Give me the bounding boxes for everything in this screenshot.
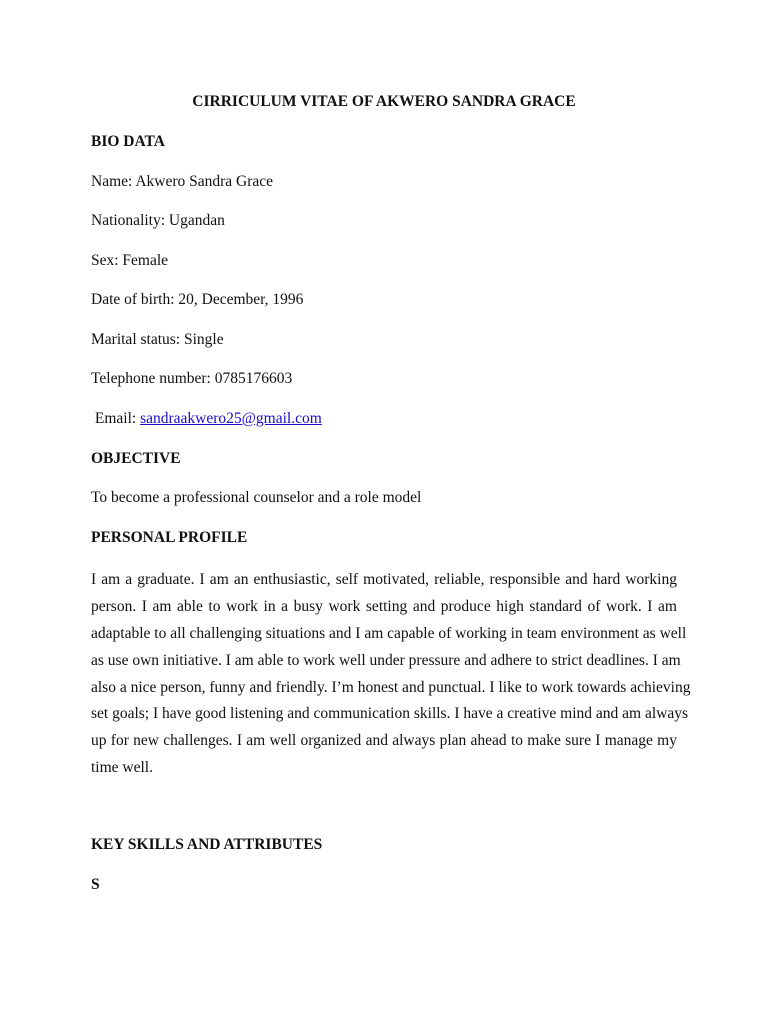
bio-data-heading: BIO DATA (91, 133, 165, 150)
profile-line: time well. (91, 759, 153, 777)
key-skills-partial-text: S (91, 876, 100, 893)
bio-date-of-birth: Date of birth: 20, December, 1996 (91, 291, 304, 308)
bio-email-row (91, 410, 322, 428)
email-label: Email: (91, 410, 141, 427)
personal-profile-paragraph (91, 567, 691, 782)
profile-line: person. I am able to work in a busy work setting and produce high standard of work. I am (91, 597, 677, 615)
profile-line: I am a graduate. I am an enthusiastic, self motivated, reliable, responsible and hard working (91, 571, 677, 588)
personal-profile-heading: PERSONAL PROFILE (91, 529, 248, 546)
bio-sex: Sex: Female (91, 252, 169, 269)
bio-nationality: Nationality: Ugandan (91, 212, 225, 229)
profile-line: set goals; I have good listening and communication skills. I have a creative mind and am always (91, 705, 689, 723)
bio-telephone: Telephone number: 0785176603 (91, 370, 293, 387)
profile-line: up for new challenges. I am well organized and always plan ahead to make sure I manage my (91, 732, 677, 750)
profile-line: as use own initiative. I am able to work well under pressure and adhere to strict deadlines. I am (91, 651, 681, 669)
profile-line: adaptable to all challenging situations and I am capable of working in team environment as well (91, 624, 687, 642)
email-link[interactable]: sandraakwero25@gmail.com (140, 410, 322, 427)
document-title: CIRRICULUM VITAE OF AKWERO SANDRA GRACE (192, 93, 576, 110)
bio-marital-status: Marital status: Single (91, 331, 224, 348)
objective-heading: OBJECTIVE (91, 450, 181, 467)
profile-line: also a nice person, funny and friendly. I’m honest and punctual. I like to work towards achieving (91, 678, 691, 696)
key-skills-heading: KEY SKILLS AND ATTRIBUTES (91, 836, 323, 853)
objective-text: To become a professional counselor and a role model (91, 489, 422, 506)
bio-name: Name: Akwero Sandra Grace (91, 173, 274, 190)
